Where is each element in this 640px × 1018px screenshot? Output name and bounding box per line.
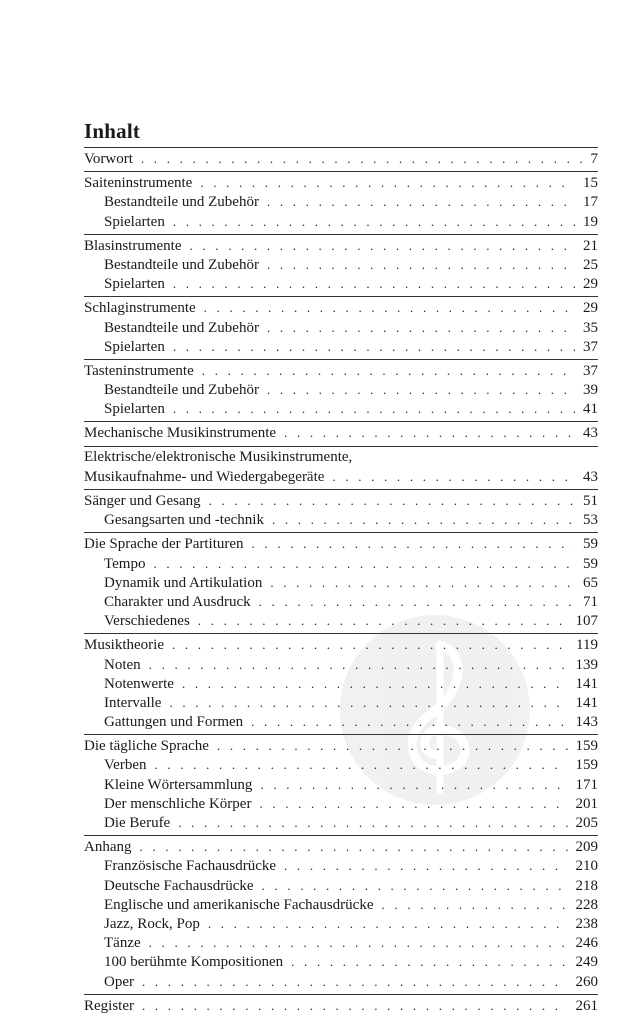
toc-entry-label: Schlaginstrumente xyxy=(84,300,196,317)
toc-entry xyxy=(84,491,598,510)
toc-page-number: 39 xyxy=(583,382,598,399)
toc-title: Inhalt xyxy=(84,119,141,143)
toc-page-number: 43 xyxy=(583,468,598,485)
dot-leader xyxy=(140,837,568,856)
toc-entry xyxy=(84,467,598,486)
toc-subentry xyxy=(84,876,598,895)
toc-entry-label: Musikaufnahme- und Wiedergabegeräte xyxy=(84,468,325,485)
toc-subentry xyxy=(84,611,598,630)
toc-entry-label: Gattungen und Formen xyxy=(104,714,244,731)
toc-entry-label: Bestandteile und Zubehör xyxy=(104,382,259,399)
toc-page-number: 141 xyxy=(575,694,598,711)
toc-entry xyxy=(84,361,598,380)
toc-page-number: 21 xyxy=(583,237,598,254)
toc-section xyxy=(84,234,598,294)
dot-leader xyxy=(153,554,575,573)
toc-subentry xyxy=(84,693,598,712)
toc-entry-label: Französische Fachausdrücke xyxy=(104,858,277,875)
dot-leader xyxy=(173,399,575,418)
toc-subentry xyxy=(84,337,598,356)
toc-subentry xyxy=(84,554,598,573)
toc-entry xyxy=(84,423,598,442)
toc-page-number: 141 xyxy=(575,675,598,692)
dot-leader xyxy=(200,173,575,192)
toc-entry-label: Gesangsarten und -technik xyxy=(104,512,264,529)
dot-leader xyxy=(173,337,575,356)
dot-leader xyxy=(190,236,576,255)
toc-entry-label: Dynamik und Artikulation xyxy=(104,574,263,591)
toc-subentry xyxy=(84,933,598,952)
dot-leader xyxy=(173,212,575,231)
dot-leader xyxy=(267,255,575,274)
toc-entry xyxy=(84,173,598,192)
dot-leader xyxy=(204,298,575,317)
toc-entry-label: Die Sprache der Partituren xyxy=(84,536,244,553)
toc-page-number: 19 xyxy=(583,213,598,230)
dot-leader xyxy=(284,423,575,442)
dot-leader xyxy=(209,491,575,510)
toc-entry-label: Verben xyxy=(104,757,147,774)
toc-subentry xyxy=(84,755,598,774)
toc-page-number: 37 xyxy=(583,338,598,355)
toc-entry-label: Bestandteile und Zubehör xyxy=(104,194,259,211)
toc-page-number: 119 xyxy=(576,637,598,654)
toc-subentry xyxy=(84,212,598,231)
toc-section xyxy=(84,489,598,529)
toc-subentry xyxy=(84,510,598,529)
toc-entry-label: Spielarten xyxy=(104,276,165,293)
dot-leader xyxy=(149,933,568,952)
toc-entry-label: Tempo xyxy=(104,555,146,572)
toc-subentry xyxy=(84,972,598,991)
toc-page-number: 246 xyxy=(575,935,598,952)
toc-entry-label: Musiktheorie xyxy=(84,637,164,654)
toc-entry-label: Spielarten xyxy=(104,213,165,230)
toc-entry-label: Bestandteile und Zubehör xyxy=(104,256,259,273)
toc-entry-label: Die tägliche Sprache xyxy=(84,738,209,755)
toc-entry-label: Charakter und Ausdruck xyxy=(104,593,251,610)
dot-leader xyxy=(284,856,567,875)
toc-page-number: 249 xyxy=(575,954,598,971)
toc-page-number: 41 xyxy=(583,401,598,418)
dot-leader xyxy=(178,813,567,832)
toc-page-number: 29 xyxy=(583,276,598,293)
toc-subentry xyxy=(84,655,598,674)
toc-entry-label: Der menschliche Körper xyxy=(104,795,252,812)
toc-page-number: 59 xyxy=(583,555,598,572)
toc-subentry xyxy=(84,856,598,875)
toc-entry-label: Anhang xyxy=(84,839,132,856)
toc-entry-label: Sänger und Gesang xyxy=(84,493,201,509)
dot-leader xyxy=(141,149,583,168)
toc-section xyxy=(84,734,598,832)
toc-page-number: 107 xyxy=(575,613,598,630)
toc-page-number: 228 xyxy=(575,896,598,913)
dot-leader xyxy=(182,674,568,693)
dot-leader xyxy=(198,611,568,630)
toc-entry-label: Oper xyxy=(104,973,134,990)
toc-entry-label: Mechanische Musikinstrumente xyxy=(84,425,277,442)
dot-leader xyxy=(202,361,575,380)
toc-entry xyxy=(84,149,598,168)
toc-page-number: 43 xyxy=(583,425,598,442)
toc-page-number: 238 xyxy=(575,915,598,932)
toc-entry-label: Jazz, Rock, Pop xyxy=(104,915,200,932)
toc-page-number: 218 xyxy=(575,877,598,894)
toc-subentry xyxy=(84,318,598,337)
toc-section xyxy=(84,532,598,630)
toc-section xyxy=(84,171,598,231)
dot-leader xyxy=(173,274,575,293)
toc-page-number: 35 xyxy=(583,319,598,336)
toc-entry-label: Notenwerte xyxy=(104,675,174,692)
toc-page-number: 65 xyxy=(583,574,598,591)
toc-subentry xyxy=(84,914,598,933)
dot-leader xyxy=(270,573,575,592)
toc-page-number: 51 xyxy=(583,493,598,509)
toc-page-number: 53 xyxy=(583,512,598,529)
toc-page-number: 201 xyxy=(575,795,598,812)
toc-section xyxy=(84,835,598,991)
toc-page-number: 210 xyxy=(575,858,598,875)
toc-subentry xyxy=(84,274,598,293)
toc-entry-label: Vorwort xyxy=(84,151,133,167)
toc-page-number: 71 xyxy=(583,593,598,610)
toc-entry-label: Saiteninstrumente xyxy=(84,175,193,192)
toc-page-number: 261 xyxy=(575,997,598,1014)
toc-page-number: 171 xyxy=(575,776,598,793)
toc-entry-label: Englische und amerikanische Fachausdrücke xyxy=(104,896,374,913)
toc-subentry xyxy=(84,813,598,832)
toc-entry-label: Spielarten xyxy=(104,338,165,355)
toc-page-number: 205 xyxy=(575,815,598,831)
toc-page-number: 37 xyxy=(583,362,598,379)
table-of-contents xyxy=(84,147,598,1018)
toc-entry xyxy=(84,534,598,553)
dot-leader xyxy=(272,510,575,529)
toc-page-number: 209 xyxy=(575,839,598,856)
toc-entry-label: Elektrische/elektronische Musikinstrumente, xyxy=(84,448,353,465)
dot-leader xyxy=(208,914,568,933)
toc-entry-label: Register xyxy=(84,997,134,1014)
toc-entry-label: Blasinstrumente xyxy=(84,237,182,254)
dot-leader xyxy=(259,592,575,611)
toc-entry-label: Noten xyxy=(104,656,141,673)
dot-leader xyxy=(332,467,575,486)
toc-entry-label: Die Berufe xyxy=(104,815,171,831)
toc-page-number: 159 xyxy=(575,757,598,774)
toc-subentry xyxy=(84,255,598,274)
toc-page-number: 139 xyxy=(575,656,598,673)
toc-entry-label: Bestandteile und Zubehör xyxy=(104,319,259,336)
toc-subentry xyxy=(84,380,598,399)
dot-leader xyxy=(169,693,567,712)
dot-leader xyxy=(142,996,568,1015)
toc-entry-label: Verschiedenes xyxy=(104,613,190,630)
dot-leader xyxy=(217,736,568,755)
toc-page-number: 29 xyxy=(583,300,598,317)
dot-leader xyxy=(262,876,568,895)
toc-page-number: 260 xyxy=(575,973,598,990)
toc-page-number: 17 xyxy=(583,194,598,211)
toc-section xyxy=(84,421,598,442)
toc-subentry xyxy=(84,712,598,731)
toc-section xyxy=(84,633,598,731)
toc-entry-label: Intervalle xyxy=(104,694,162,711)
toc-subentry xyxy=(84,794,598,813)
toc-entry xyxy=(84,298,598,317)
toc-page-number: 159 xyxy=(575,738,598,755)
toc-entry-label: 100 berühmte Kompositionen xyxy=(104,954,284,971)
toc-subentry xyxy=(84,573,598,592)
dot-leader xyxy=(267,192,575,211)
toc-page-number: 7 xyxy=(590,151,598,167)
dot-leader xyxy=(382,895,568,914)
toc-section xyxy=(84,296,598,356)
toc-subentry xyxy=(84,775,598,794)
dot-leader xyxy=(142,972,568,991)
toc-subentry xyxy=(84,895,598,914)
toc-subentry xyxy=(84,592,598,611)
toc-entry xyxy=(84,736,598,755)
toc-page-number: 25 xyxy=(583,256,598,273)
toc-section xyxy=(84,446,598,486)
dot-leader xyxy=(291,952,567,971)
toc-entry-label: Deutsche Fachausdrücke xyxy=(104,877,254,894)
toc-subentry xyxy=(84,192,598,211)
toc-entry-label: Kleine Wörtersammlung xyxy=(104,776,253,793)
toc-section xyxy=(84,994,598,1015)
dot-leader xyxy=(259,794,567,813)
toc-entry xyxy=(84,837,598,856)
toc-subentry xyxy=(84,952,598,971)
toc-entry xyxy=(84,236,598,255)
toc-entry-label: Tänze xyxy=(104,935,141,952)
toc-page-number: 15 xyxy=(583,175,598,192)
toc-entry xyxy=(84,635,598,654)
dot-leader xyxy=(252,534,575,553)
toc-section xyxy=(84,359,598,419)
dot-leader xyxy=(251,712,567,731)
dot-leader xyxy=(267,318,575,337)
toc-page-number: 143 xyxy=(575,714,598,731)
toc-entry xyxy=(84,996,598,1015)
dot-leader xyxy=(172,635,568,654)
toc-page-number: 59 xyxy=(583,536,598,553)
dot-leader xyxy=(154,755,567,774)
toc-entry-label: Tasteninstrumente xyxy=(84,362,194,379)
toc-section xyxy=(84,147,598,168)
dot-leader xyxy=(149,655,568,674)
dot-leader xyxy=(267,380,575,399)
dot-leader xyxy=(260,775,567,794)
toc-entry-label: Spielarten xyxy=(104,401,165,418)
toc-subentry xyxy=(84,399,598,418)
toc-subentry xyxy=(84,674,598,693)
